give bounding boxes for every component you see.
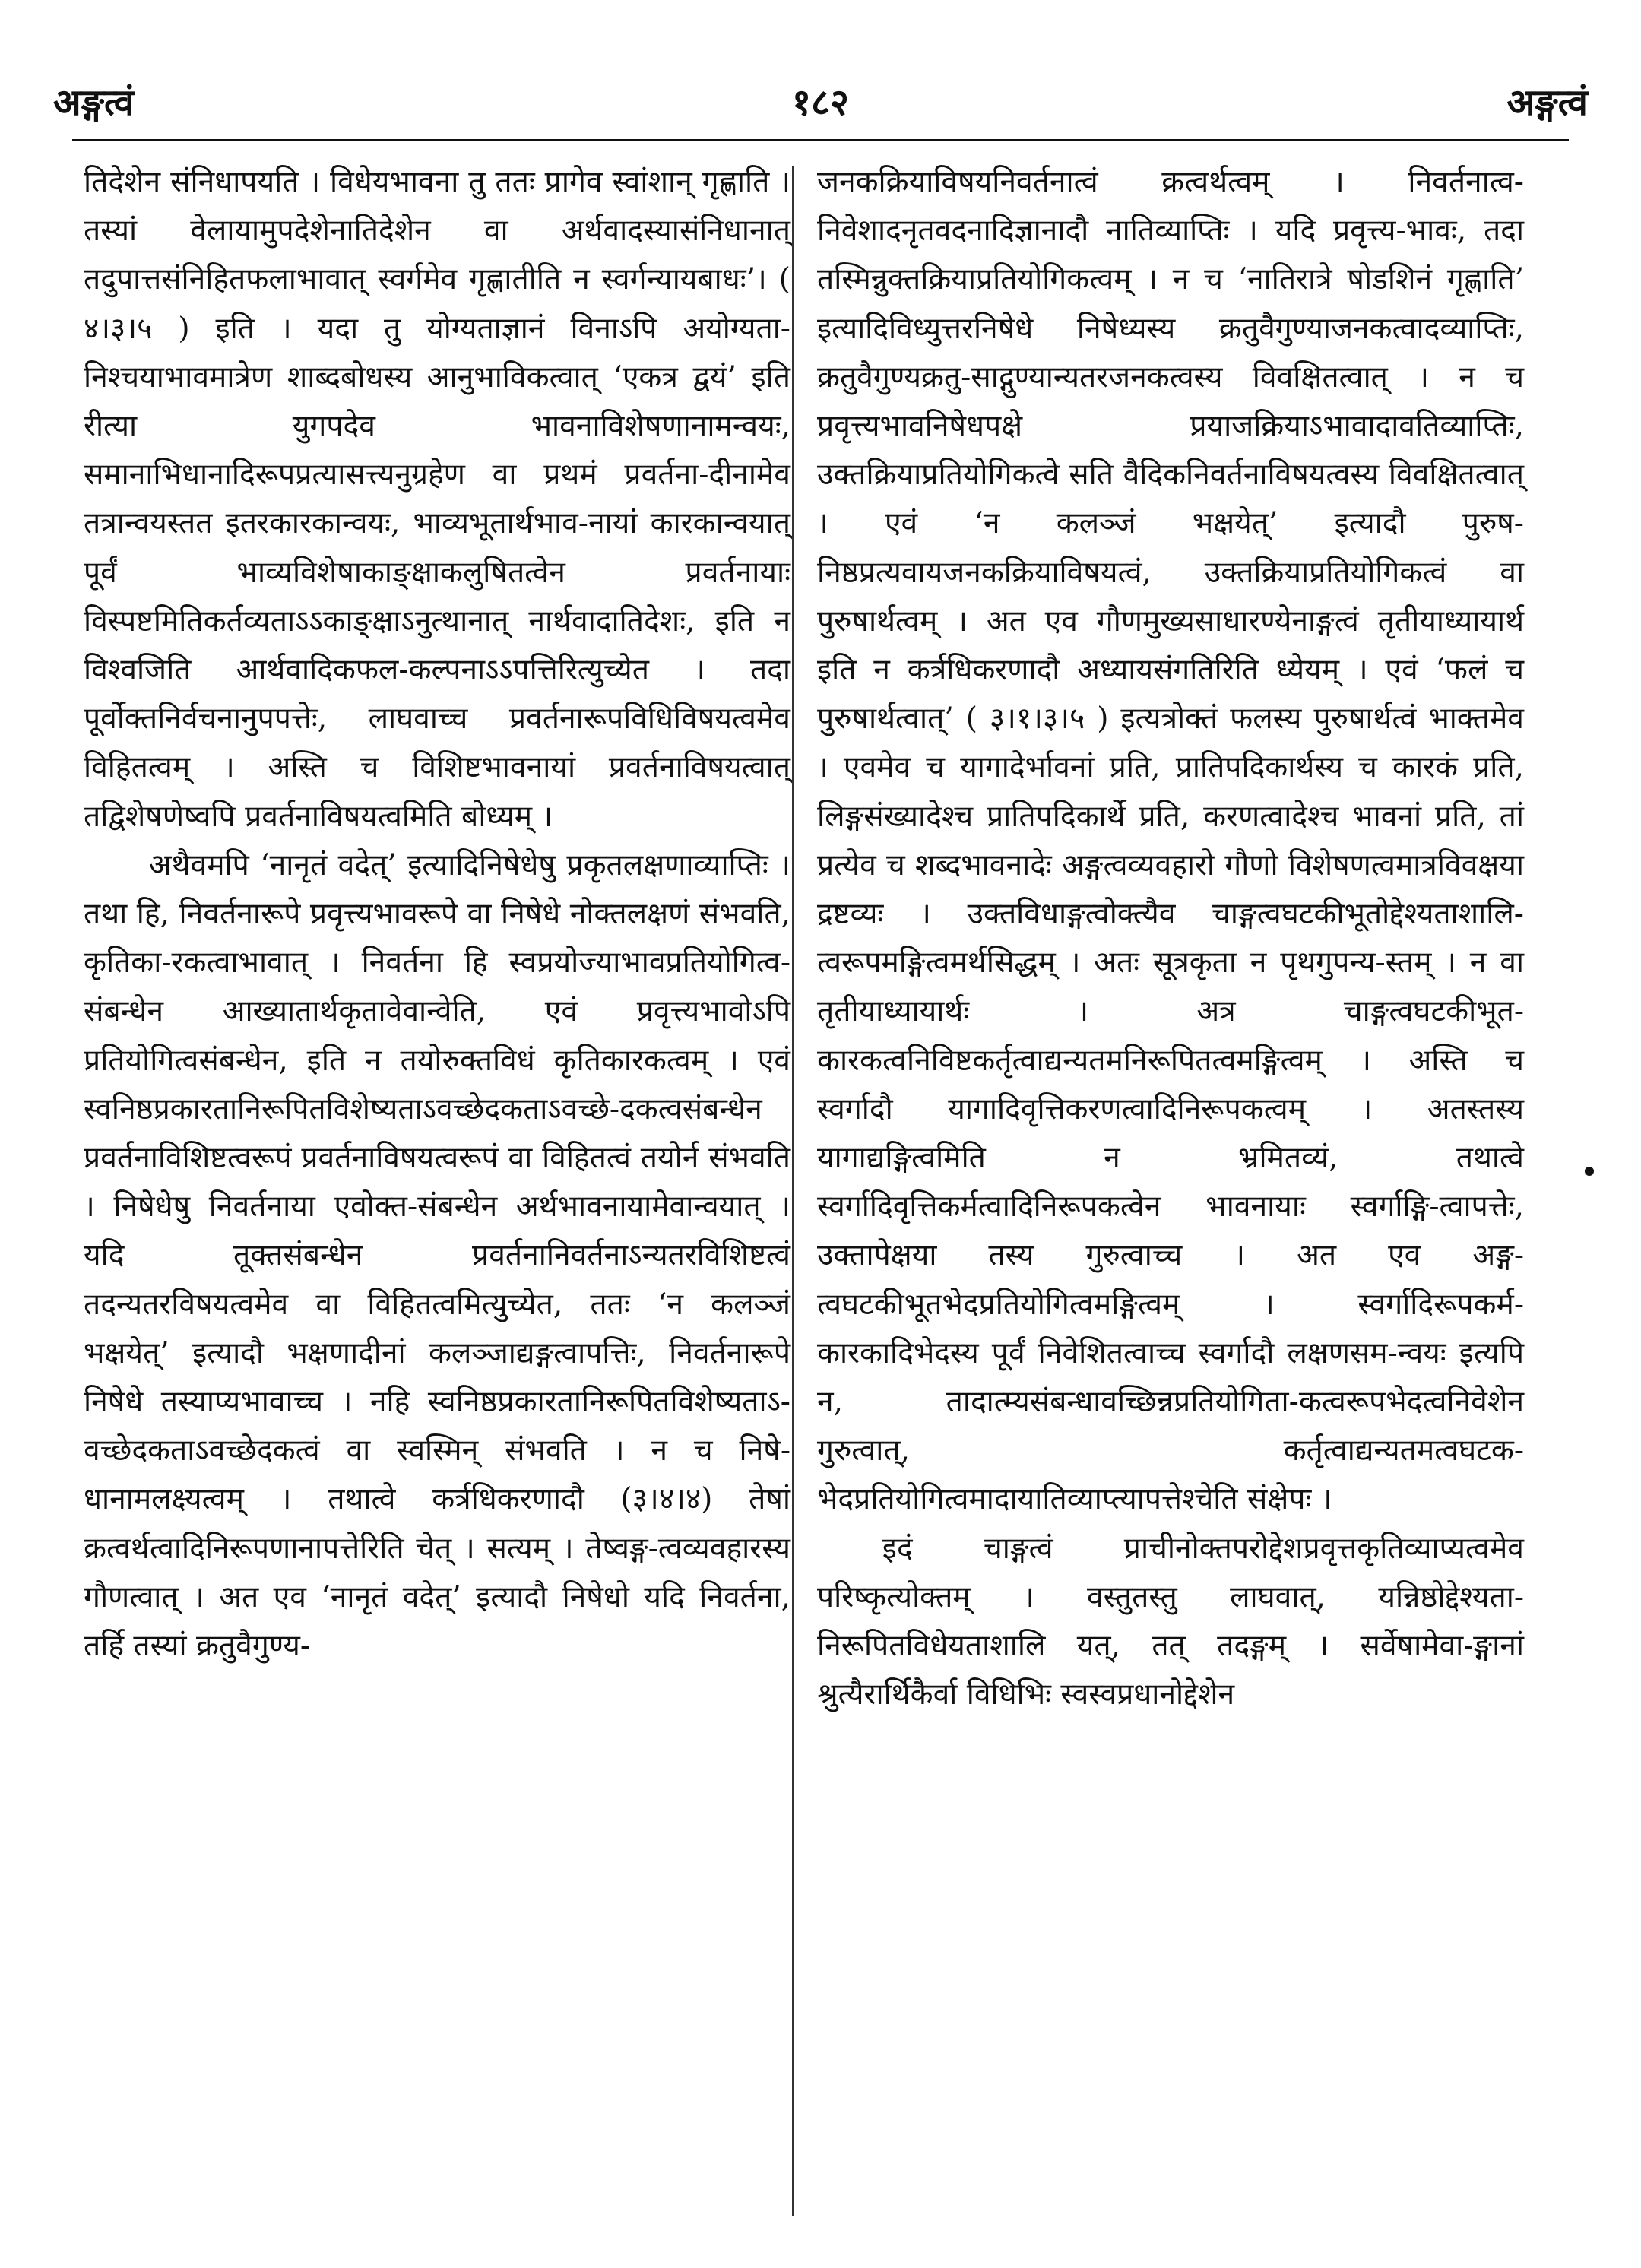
header-left-title: अङ्गत्वं [53, 81, 135, 124]
column-divider [792, 166, 794, 2216]
right-column [817, 158, 1524, 1720]
margin-mark [1585, 1167, 1594, 1176]
running-header [53, 67, 1588, 135]
right-paragraph-1: जनकक्रियाविषयनिवर्तनात्वं क्रत्वर्थत्वम् । निवर्तनात्व-निवेशादनृतवदनादिज्ञानादौ नातिव्याप्तिः । यदि प्रवृत्त्य-भावः, तदा तस्मिन्नुक्तक्रियाप्रतियोगिकत्वम् । न च ‘नातिरात्रे षोडशिनं गृह्णाति’ इत्यादिविध्युत्तरनिषेधे निषेध्यस्य क्रतुवैगुण्याजनकत्वादव्याप्तिः, क्रतुवैगुण्यक्रतु-साद्गुण्यान्यतरजनकत्वस्य विवक्षितत्वात् । न च प्रवृत्त्यभावनिषेधपक्षे प्रयाजक्रियाऽभावादावतिव्याप्तिः, उक्तक्रियाप्रतियोगिकत्वे सति वैदिकनिवर्तनाविषयत्वस्य विवक्षितत्वात् । एवं ‘न कलञ्जं भक्षयेत्’ इत्यादौ पुरुष-निष्ठप्रत्यवायजनकक्रियाविषयत्वं, उक्तक्रियाप्रतियोगिकत्वं वा पुरुषार्थत्वम् । अत एव गौणमुख्यसाधारण्येनाङ्गत्वं तृतीयाध्यायार्थ इति न कर्त्रधिकरणादौ अध्यायसंगतिरिति ध्येयम् । एवं ‘फलं च पुरुषार्थत्वात्’ ( ३।१।३।५ ) इत्यत्रोक्तं फलस्य पुरुषार्थत्वं भाक्तमेव । एवमेव च यागादेर्भावनां प्रति, प्रातिपदिकार्थस्य च कारकं प्रति, लिङ्गसंख्यादेश्च प्रातिपदिकार्थे प्रति, करणत्वादेश्च भावनां प्रति, तां प्रत्येव च शब्दभावनादेः अङ्गत्वव्यवहारो गौणो विशेषणत्वमात्रविवक्षया द्रष्टव्यः । उक्तविधाङ्गत्वोक्त्यैव चाङ्गत्वघटकीभूतोद्देश्यताशालि-त्वरूपमङ्गित्वमर्थसिद्धम् । अतः सूत्रकृता न पृथगुपन्य-स्तम् । न वा तृतीयाध्यायार्थः । अत्र चाङ्गत्वघटकीभूत-कारकत्वनिविष्टकर्तृत्वाद्यन्यतमनिरूपितत्वमङ्गित्वम् । अस्ति च स्वर्गादौ यागादिवृत्तिकरणत्वादिनिरूपकत्वम् । अतस्तस्य यागाद्यङ्गित्वमिति न भ्रमितव्यं, तथात्वे स्वर्गादिवृत्तिकर्मत्वादिनिरूपकत्वेन भावनायाः स्वर्गाङ्गि-त्वापत्तेः, उक्तापेक्षया तस्य गुरुत्वाच्च । अत एव अङ्ग-त्वघटकीभूतभेदप्रतियोगित्वमङ्गित्वम् । स्वर्गादिरूपकर्म-कारकादिभेदस्य पूर्वं निवेशितत्वाच्च स्वर्गादौ लक्षणसम-न्वयः इत्यपि न, तादात्म्यसंबन्धावच्छिन्नप्रतियोगिता-कत्वरूपभेदत्वनिवेशेन गुरुत्वात्, कर्तृत्वाद्यन्यतमत्वघटक-भेदप्रतियोगित्वमादायातिव्याप्त्यापत्तेश्चेति संक्षेपः । [817, 165, 1524, 1517]
left-column [84, 158, 790, 1671]
right-paragraph-2: इदं चाङ्गत्वं प्राचीनोक्तपरोद्देशप्रवृत्तकृतिव्याप्यत्वमेव परिष्कृत्योक्तम् । वस्तुतस्तु लाघवात्, यन्निष्ठोद्देश्यता-निरूपितविधेयताशालि यत्, तत् तदङ्गम् । सर्वेषामेवा-ङ्गानां श्रुत्यैरार्थिकैर्वा विधिभिः स्वस्वप्रधानोद्देशेन [817, 1531, 1524, 1712]
left-paragraph-1: तिदेशेन संनिधापयति । विधेयभावना तु ततः प्रागेव स्वांशान् गृह्णाति । तस्यां वेलायामुपदेशेनातिदेशेन वा अर्थवादस्यासंनिधानात् तदुपात्तसंनिहितफलाभावात् स्वर्गमेव गृह्णातीति न स्वर्गन्यायबाधः’। ( ४।३।५ ) इति । यदा तु योग्यताज्ञानं विनाऽपि अयोग्यता-निश्चयाभावमात्रेण शाब्दबोधस्य आनुभाविकत्वात् ‘एकत्र द्वयं’ इति रीत्या युगपदेव भावनाविशेषणानामन्वयः, समानाभिधानादिरूपप्रत्यासत्त्यनुग्रहेण वा प्रथमं प्रवर्तना-दीनामेव तत्रान्वयस्तत इतरकारकान्वयः, भाव्यभूतार्थभाव-नायां कारकान्वयात् पूर्वं भाव्यविशेषाकाङ्क्षाकलुषितत्वेन प्रवर्तनायाः विस्पष्टमितिकर्तव्यताऽऽकाङ्क्षाऽनुत्थानात् नार्थवादातिदेशः, इति न विश्वजिति आर्थवादिकफल-कल्पनाऽऽपत्तिरित्युच्येत । तदा पूर्वोक्तनिर्वचनानुपपत्तेः, लाघवाच्च प्रवर्तनारूपविधिविषयत्वमेव विहितत्वम् । अस्ति च विशिष्टभावनायां प्रवर्तनाविषयत्वात् तद्विशेषणेष्वपि प्रवर्तनाविषयत्वमिति बोध्यम् । [84, 165, 790, 834]
left-paragraph-2: अथैवमपि ‘नानृतं वदेत्’ इत्यादिनिषेधेषु प्रकृतलक्षणाव्याप्तिः । तथा हि, निवर्तनारूपे प्रवृत्त्यभावरूपे वा निषेधे नोक्तलक्षणं संभवति, कृतिका-रकत्वाभावात् । निवर्तना हि स्वप्रयोज्याभावप्रतियोगित्व-संबन्धेन आख्यातार्थकृतावेवान्वेति, एवं प्रवृत्त्यभावोऽपि प्रतियोगित्वसंबन्धेन, इति न तयोरुक्तविधं कृतिकारकत्वम् । एवं स्वनिष्ठप्रकारतानिरूपितविशेष्यताऽवच्छेदकताऽवच्छे-दकत्वसंबन्धेन प्रवर्तनाविशिष्टत्वरूपं प्रवर्तनाविषयत्वरूपं वा विहितत्वं तयोर्न संभवति । निषेधेषु निवर्तनाया एवोक्त-संबन्धेन अर्थभावनायामेवान्वयात् । यदि तूक्तसंबन्धेन प्रवर्तनानिवर्तनाऽन्यतरविशिष्टत्वं तदन्यतरविषयत्वमेव वा विहितत्वमित्युच्येत, ततः ‘न कलञ्जं भक्षयेत्’ इत्यादौ भक्षणादीनां कलञ्जाद्यङ्गत्वापत्तिः, निवर्तनारूपे निषेधे तस्याप्यभावाच्च । नहि स्वनिष्ठप्रकारतानिरूपितविशेष्यताऽ-वच्छेदकताऽवच्छेदकत्वं वा स्वस्मिन् संभवति । न च निषे-धानामलक्ष्यत्वम् । तथात्वे कर्त्रधिकरणादौ (३।४।४) तेषां क्रत्वर्थत्वादिनिरूपणानापत्तेरिति चेत् । सत्यम् । तेष्वङ्ग-त्वव्यवहारस्य गौणत्वात् । अत एव ‘नानृतं वदेत्’ इत्यादौ निषेधो यदि निवर्तना, तर्हि तस्यां क्रतुवैगुण्य- [84, 847, 790, 1664]
page-number: १८२ [792, 81, 849, 124]
header-right-title: अङ्गत्वं [1506, 81, 1588, 124]
header-rule [72, 139, 1569, 141]
